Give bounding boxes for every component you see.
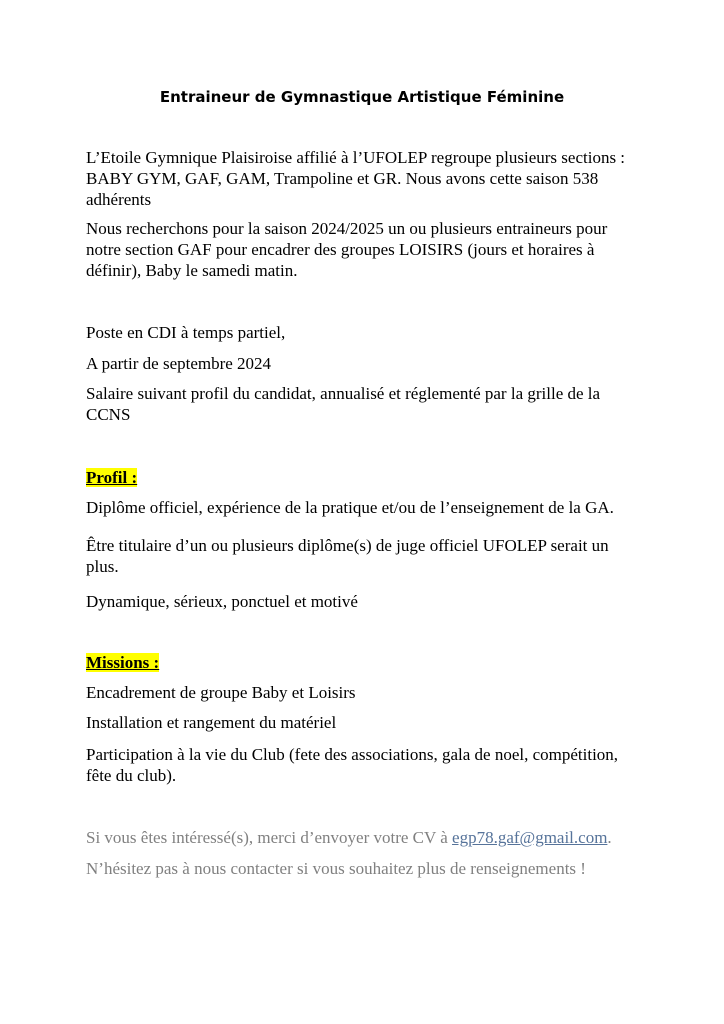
judge-line: plus. (86, 557, 119, 576)
start-date-line: A partir de septembre 2024 (86, 354, 272, 373)
start-date-text (86, 353, 271, 374)
participation-line: fête du club). (86, 766, 177, 785)
mission-participation (86, 744, 618, 786)
intro-line: L’Etoile Gymnique Plaisiroise affilié à l’UFOLEP regroupe plusieurs sections : (86, 148, 626, 167)
salary-line: Salaire suivant profil du candidat, annualisé et réglementé par la grille de la (86, 384, 601, 403)
contact-closing-text (86, 858, 586, 879)
contract-text (86, 322, 285, 343)
contract-line: Poste en CDI à temps partiel, (86, 323, 286, 342)
mission-line: Installation et rangement du matériel (86, 713, 337, 732)
diploma-line: Diplôme officiel, expérience de la pratique et/ou de l’enseignement de la GA. (86, 498, 614, 517)
mission-item (86, 682, 356, 703)
intro-line: adhérents (86, 190, 152, 209)
profile-section-heading (86, 467, 137, 488)
intro-paragraph (86, 147, 625, 210)
missions-heading: Missions : (86, 653, 160, 672)
contact-cv-line (86, 827, 612, 848)
salary-paragraph (86, 383, 600, 425)
search-paragraph (86, 218, 607, 281)
profile-qualities (86, 591, 358, 612)
participation-line: Participation à la vie du Club (fete des associations, gala de noel, compétition, (86, 745, 619, 764)
intro-line: BABY GYM, GAF, GAM, Trampoline et GR. Nous avons cette saison 538 (86, 169, 599, 188)
profile-diploma (86, 497, 614, 518)
search-line: définir), Baby le samedi matin. (86, 261, 298, 280)
qualities-line: Dynamique, sérieux, ponctuel et motivé (86, 592, 358, 611)
closing-line: N’hésitez pas à nous contacter si vous souhaitez plus de renseignements ! (86, 859, 586, 878)
judge-line: Être titulaire d’un ou plusieurs diplôme(s) de juge officiel UFOLEP serait un (86, 536, 609, 555)
contact-cv-suffix: . (607, 828, 612, 847)
search-line: Nous recherchons pour la saison 2024/2025 un ou plusieurs entraineurs pour (86, 219, 608, 238)
email-link[interactable]: egp78.gaf@gmail.com (452, 828, 608, 847)
salary-line: CCNS (86, 405, 131, 424)
profile-judge (86, 535, 609, 577)
mission-line: Encadrement de groupe Baby et Loisirs (86, 683, 356, 702)
search-line: notre section GAF pour encadrer des groupes LOISIRS (jours et horaires à (86, 240, 595, 259)
page-title: Entraineur de Gymnastique Artistique Féminine (159, 88, 565, 106)
profile-heading: Profil : (86, 468, 138, 487)
contact-cv-text (86, 827, 612, 848)
missions-section-heading (86, 652, 159, 673)
mission-item (86, 712, 336, 733)
contact-cv-prefix: Si vous êtes intéressé(s), merci d’envoyer votre CV à (86, 828, 453, 847)
